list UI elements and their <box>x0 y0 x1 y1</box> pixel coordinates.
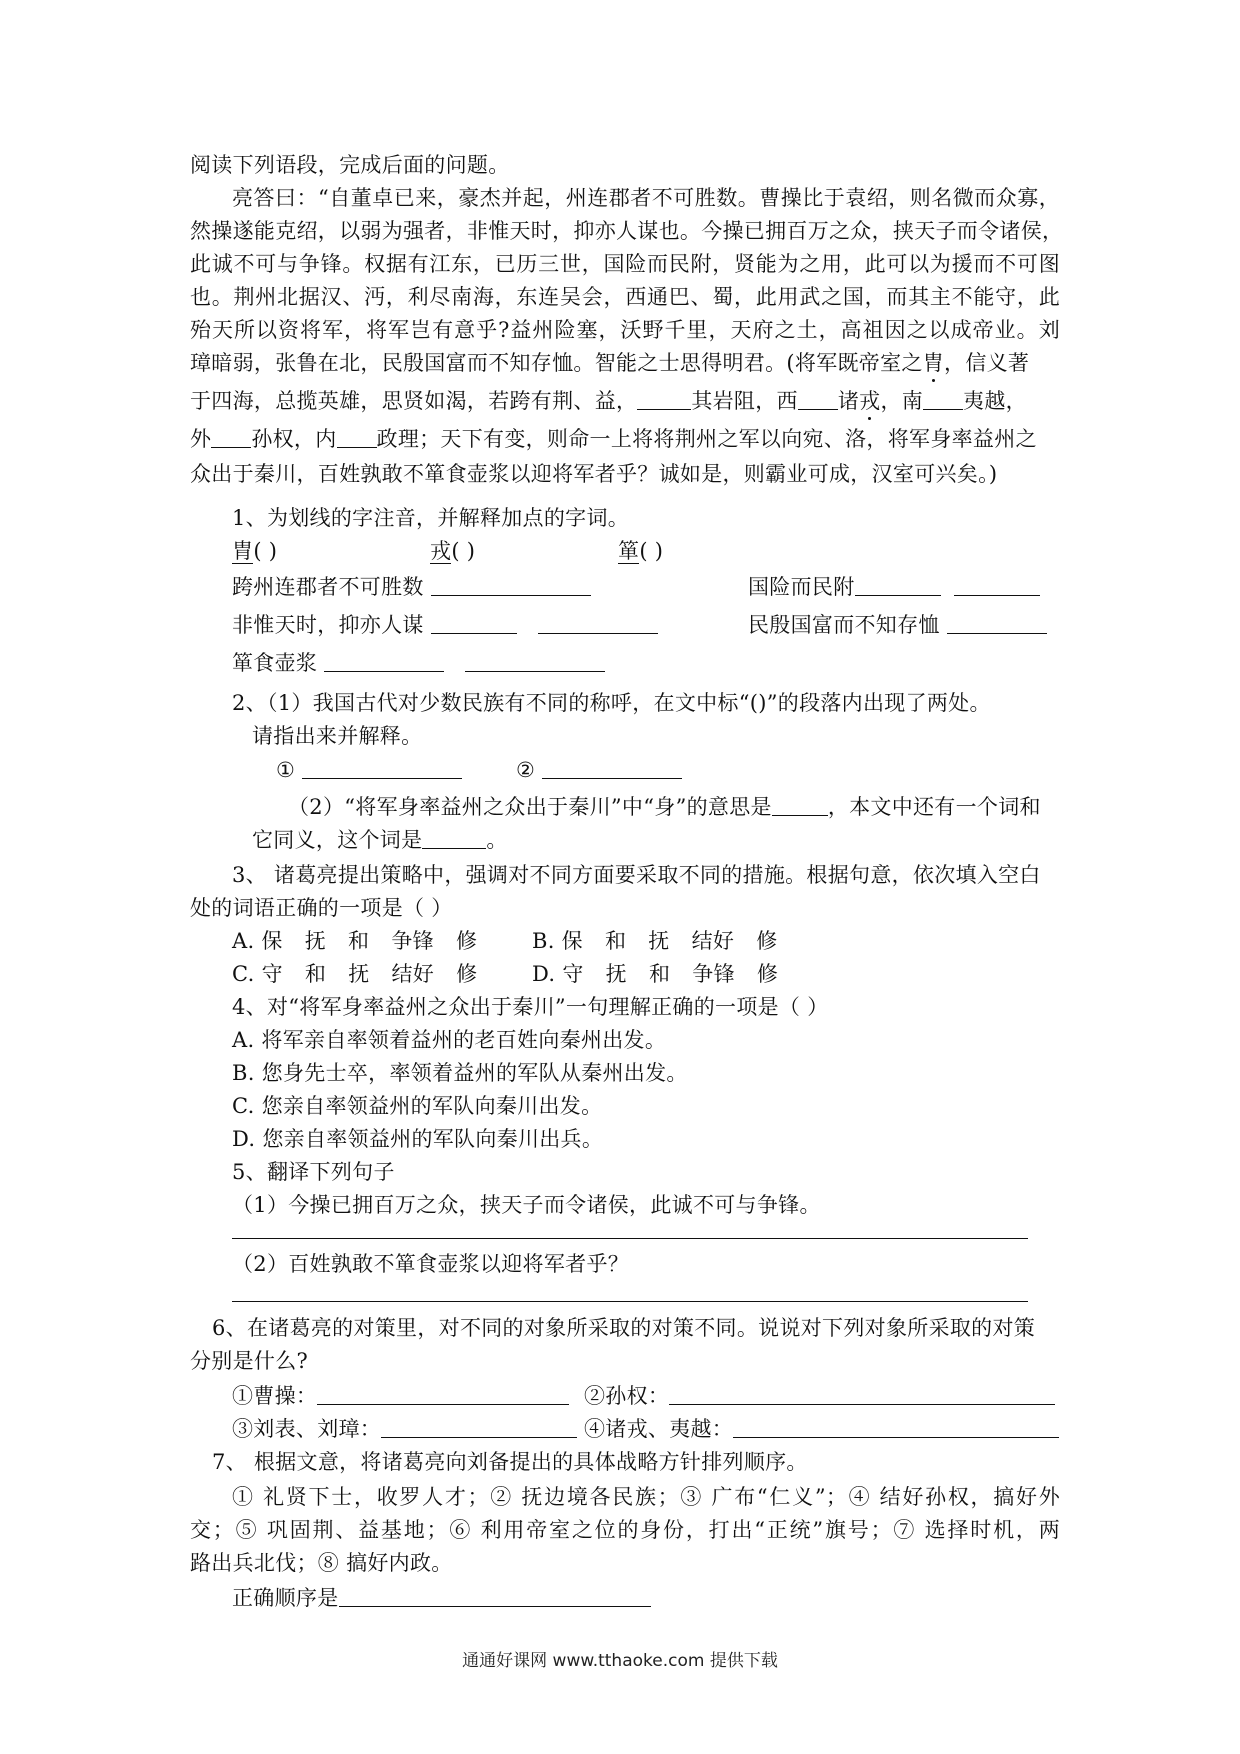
q2-answer-1-blank[interactable] <box>302 756 462 779</box>
passage-line-6 <box>190 348 1029 378</box>
passage-line-7 <box>190 386 1027 416</box>
q1-paren-1[interactable]: ( ) <box>253 539 278 563</box>
q2-answer-1 <box>276 755 462 785</box>
intro-line: 阅读下列语段，完成后面的问题。 <box>190 153 510 177</box>
passage-line-8-mid: 孙权，内 <box>251 427 337 451</box>
passage-line-3: 此诚不可与争锋。权据有江东，已历三世，国险而民附，贤能为之用，此可以为援而不可图 <box>190 252 1060 276</box>
passage-line-2: 然操遂能克绍，以弱为强者，非惟天时，抑亦人谋也。今操已拥百万之众，挟天子而令诸侯， <box>190 219 1064 243</box>
q4-option-c[interactable]: C. 您亲自率领益州的军队向秦川出发。 <box>232 1094 603 1118</box>
q1-word-2-blank-b[interactable] <box>954 573 1040 596</box>
q2-part-2-blank-1[interactable] <box>772 793 828 816</box>
underlined-char-zhou: 胄 <box>232 539 254 563</box>
q3-c-2: 和 <box>304 962 327 986</box>
q3-d-3: 和 <box>648 962 671 986</box>
q3-c-1: C. 守 <box>232 962 283 986</box>
q7-line-3: 路出兵北伐；⑧ 搞好内政。 <box>190 1551 453 1575</box>
q1-word-2-text: 国险而民附 <box>748 575 855 599</box>
q3-a-3: 和 <box>348 929 370 953</box>
q3-b-2: 和 <box>604 929 627 953</box>
q6-object-1-label: ①曹操： <box>232 1384 318 1408</box>
q1-word-3 <box>232 610 658 640</box>
q1-word-4-text: 民殷国富而不知存恤 <box>748 613 940 637</box>
q3-d-4: 争锋 <box>692 962 735 986</box>
q6-object-2 <box>584 1381 1055 1411</box>
q2-part-2-text: （2）“将军身率益州之众出于秦川”中“身”的意思是 <box>288 795 772 819</box>
q3-d-1: D. 守 <box>532 962 584 986</box>
q1-char-2 <box>430 536 475 566</box>
q1-word-2-blank-a[interactable] <box>855 573 941 596</box>
passage-line-7-text: 于四海，总揽英雄，思贤如渴，若跨有荆、益， <box>190 389 638 413</box>
q3-title: 3、 诸葛亮提出策略中，强调对不同方面要采取不同的措施。根据句意，依次填入空白 <box>232 863 1041 887</box>
q3-option-d[interactable] <box>532 959 800 989</box>
q6-title-2: 分别是什么? <box>190 1349 309 1373</box>
q1-word-1 <box>232 572 591 602</box>
q6-object-2-label: ②孙权： <box>584 1384 670 1408</box>
q7-line-1: ① 礼贤下士，收罗人才；② 抚边境各民族；③ 广布“仁义”；④ 结好孙权，搞好外 <box>232 1485 1060 1509</box>
q3-a-1: A. 保 <box>232 929 283 953</box>
passage-line-7-mid: 其岩阻，西 <box>691 389 798 413</box>
q1-word-5 <box>232 648 605 678</box>
q3-a-2: 抚 <box>304 929 327 953</box>
q2-part-2-text-b: ，本文中还有一个词和 <box>827 795 1041 819</box>
q3-b-4: 结好 <box>691 929 735 953</box>
q7-answer-blank[interactable] <box>339 1584 651 1607</box>
q3-c-3: 抚 <box>348 962 370 986</box>
passage-line-4: 也。荆州北据汉、沔，利尽南海，东连吴会，西通巴、蜀，此用武之国，而其主不能守，此 <box>190 285 1060 309</box>
q2-marker-1: ① <box>276 758 296 782</box>
blank-4[interactable] <box>211 425 251 448</box>
q7-title: 7、 根据文意，将诸葛亮向刘备提出的具体战略方针排列顺序。 <box>212 1450 808 1474</box>
q1-paren-3[interactable]: ( ) <box>639 539 664 563</box>
q5-sentence-2: （2）百姓孰敢不箪食壶浆以迎将军者乎？ <box>232 1252 630 1276</box>
q1-word-1-blank[interactable] <box>431 573 591 596</box>
q6-object-3-blank[interactable] <box>381 1415 577 1438</box>
q2-title: 2、（1）我国古代对少数民族有不同的称呼，在文中标“()”的段落内出现了两处。 <box>232 691 991 715</box>
q3-option-b[interactable] <box>532 926 800 956</box>
q4-option-b[interactable]: B. 您身先士卒，率领着益州的军队从秦州出发。 <box>232 1061 688 1085</box>
q3-b-3: 抚 <box>648 929 670 953</box>
q1-char-1 <box>232 536 277 566</box>
q3-b-1: B. 保 <box>532 929 583 953</box>
q2-part-2 <box>288 792 1041 822</box>
q1-char-3 <box>618 536 663 566</box>
q5-answer-line-2[interactable] <box>232 1301 1028 1302</box>
q1-word-3-blank-a[interactable] <box>431 611 517 634</box>
q2-title-2: 请指出来并解释。 <box>252 724 423 748</box>
q4-title: 4、对“将军身率益州之众出于秦川”一句理解正确的一项是（ ） <box>232 995 829 1019</box>
q7-answer <box>232 1583 651 1613</box>
q7-line-2: 交；⑤ 巩固荆、益基地；⑥ 利用帝室之位的身份，打出“正统”旗号；⑦ 选择时机，两 <box>190 1518 1060 1542</box>
q1-word-4-blank[interactable] <box>947 611 1047 634</box>
q1-word-2 <box>748 572 1040 602</box>
q2-marker-2: ② <box>516 758 536 782</box>
passage-line-6-text: 璋暗弱，张鲁在北，民殷国富而不知存恤。智能之士思得明君。(将军既帝室之 <box>190 351 923 375</box>
passage-line-8-wai: 外 <box>190 427 212 451</box>
blank-2[interactable] <box>798 387 838 410</box>
q2-answer-2 <box>516 755 682 785</box>
q7-answer-label: 正确顺序是 <box>232 1586 339 1610</box>
q2-part-2-text-d: 。 <box>486 828 508 852</box>
q5-title: 5、翻译下列句子 <box>232 1160 395 1184</box>
q3-b-5: 修 <box>756 929 778 953</box>
q2-part-2-blank-2[interactable] <box>422 826 486 849</box>
passage-line-9: 众出于秦川，百姓孰敢不箪食壶浆以迎将军者乎？诚如是，则霸业可成，汉室可兴矣。) <box>190 462 998 486</box>
q1-word-1-text: 跨州连郡者不可胜数 <box>232 575 424 599</box>
q6-object-3-label: ③刘表、刘璋： <box>232 1417 382 1441</box>
dotted-char-rong: 戎 <box>859 389 881 413</box>
q1-title: 1、为划线的字注音，并解释加点的字词。 <box>232 506 630 530</box>
q3-d-2: 抚 <box>605 962 627 986</box>
underlined-char-rong: 戎 <box>430 539 452 563</box>
q6-object-4-label: ④诸戎、夷越： <box>584 1417 734 1441</box>
q6-object-4 <box>584 1414 1059 1444</box>
q2-part-2-line-2 <box>252 825 508 855</box>
q3-d-5: 修 <box>756 962 779 986</box>
q4-option-a[interactable]: A. 将军亲自率领着益州的老百姓向秦州出发。 <box>232 1028 667 1052</box>
q3-option-a[interactable] <box>232 926 499 956</box>
blank-1[interactable] <box>637 387 691 410</box>
passage-line-7-nan: ，南 <box>880 389 924 413</box>
blank-3[interactable] <box>923 387 963 410</box>
q1-word-5-blank-a[interactable] <box>324 649 444 672</box>
passage-line-8 <box>190 424 1037 454</box>
dotted-char-zhou: 胄 <box>922 351 945 375</box>
q1-word-5-blank-b[interactable] <box>465 649 605 672</box>
passage-line-8-end: 政理；天下有变，则命一上将将荆州之军以向宛、洛，将军身率益州之 <box>376 427 1037 451</box>
passage-line-7-zhu: 诸 <box>837 389 860 413</box>
q3-c-5: 修 <box>456 962 478 986</box>
q6-title: 6、在诸葛亮的对策里，对不同的对象所采取的对策不同。说说对下列对象所采取的对策 <box>212 1316 1036 1340</box>
q6-object-1-blank[interactable] <box>317 1382 569 1405</box>
underlined-char-dan: 箪 <box>618 539 640 563</box>
q1-word-3-text: 非惟天时，抑亦人谋 <box>232 613 424 637</box>
q1-word-3-blank-b[interactable] <box>538 611 658 634</box>
q3-option-c[interactable] <box>232 959 499 989</box>
q6-object-2-blank[interactable] <box>669 1382 1055 1405</box>
passage-line-5: 殆天所以资将军，将军岂有意乎?益州险塞，沃野千里，天府之土，高祖因之以成帝业。刘 <box>190 318 1060 342</box>
q2-part-2-text-c: 它同义，这个词是 <box>252 828 423 852</box>
q1-word-5-text: 箪食壶浆 <box>232 651 318 675</box>
q5-sentence-1: （1）今操已拥百万之众，挟天子而令诸侯，此诚不可与争锋。 <box>232 1193 821 1217</box>
q6-object-3 <box>232 1414 577 1444</box>
footer-credit: 通通好课网 www.tthaoke.com 提供下载 <box>462 1651 778 1671</box>
passage-line-7-end: 夷越， <box>963 389 1027 413</box>
q1-paren-2[interactable]: ( ) <box>451 539 476 563</box>
passage-line-6-end: ，信义著 <box>944 351 1030 375</box>
q5-answer-line-1[interactable] <box>232 1238 1028 1239</box>
q2-answer-2-blank[interactable] <box>542 756 682 779</box>
q6-object-4-blank[interactable] <box>733 1415 1059 1438</box>
q3-title-2: 处的词语正确的一项是（ ） <box>190 896 453 920</box>
q1-word-4 <box>748 610 1047 640</box>
q6-object-1 <box>232 1381 569 1411</box>
q3-a-4: 争锋 <box>391 929 434 953</box>
passage-line-1: 亮答曰：“自董卓已来，豪杰并起，州连郡者不可胜数。曹操比于袁绍，则名微而众寡， <box>232 186 1060 210</box>
blank-5[interactable] <box>337 425 377 448</box>
q4-option-d[interactable]: D. 您亲自率领益州的军队向秦川出兵。 <box>232 1127 604 1151</box>
q3-a-5: 修 <box>455 929 478 953</box>
q3-c-4: 结好 <box>391 962 435 986</box>
